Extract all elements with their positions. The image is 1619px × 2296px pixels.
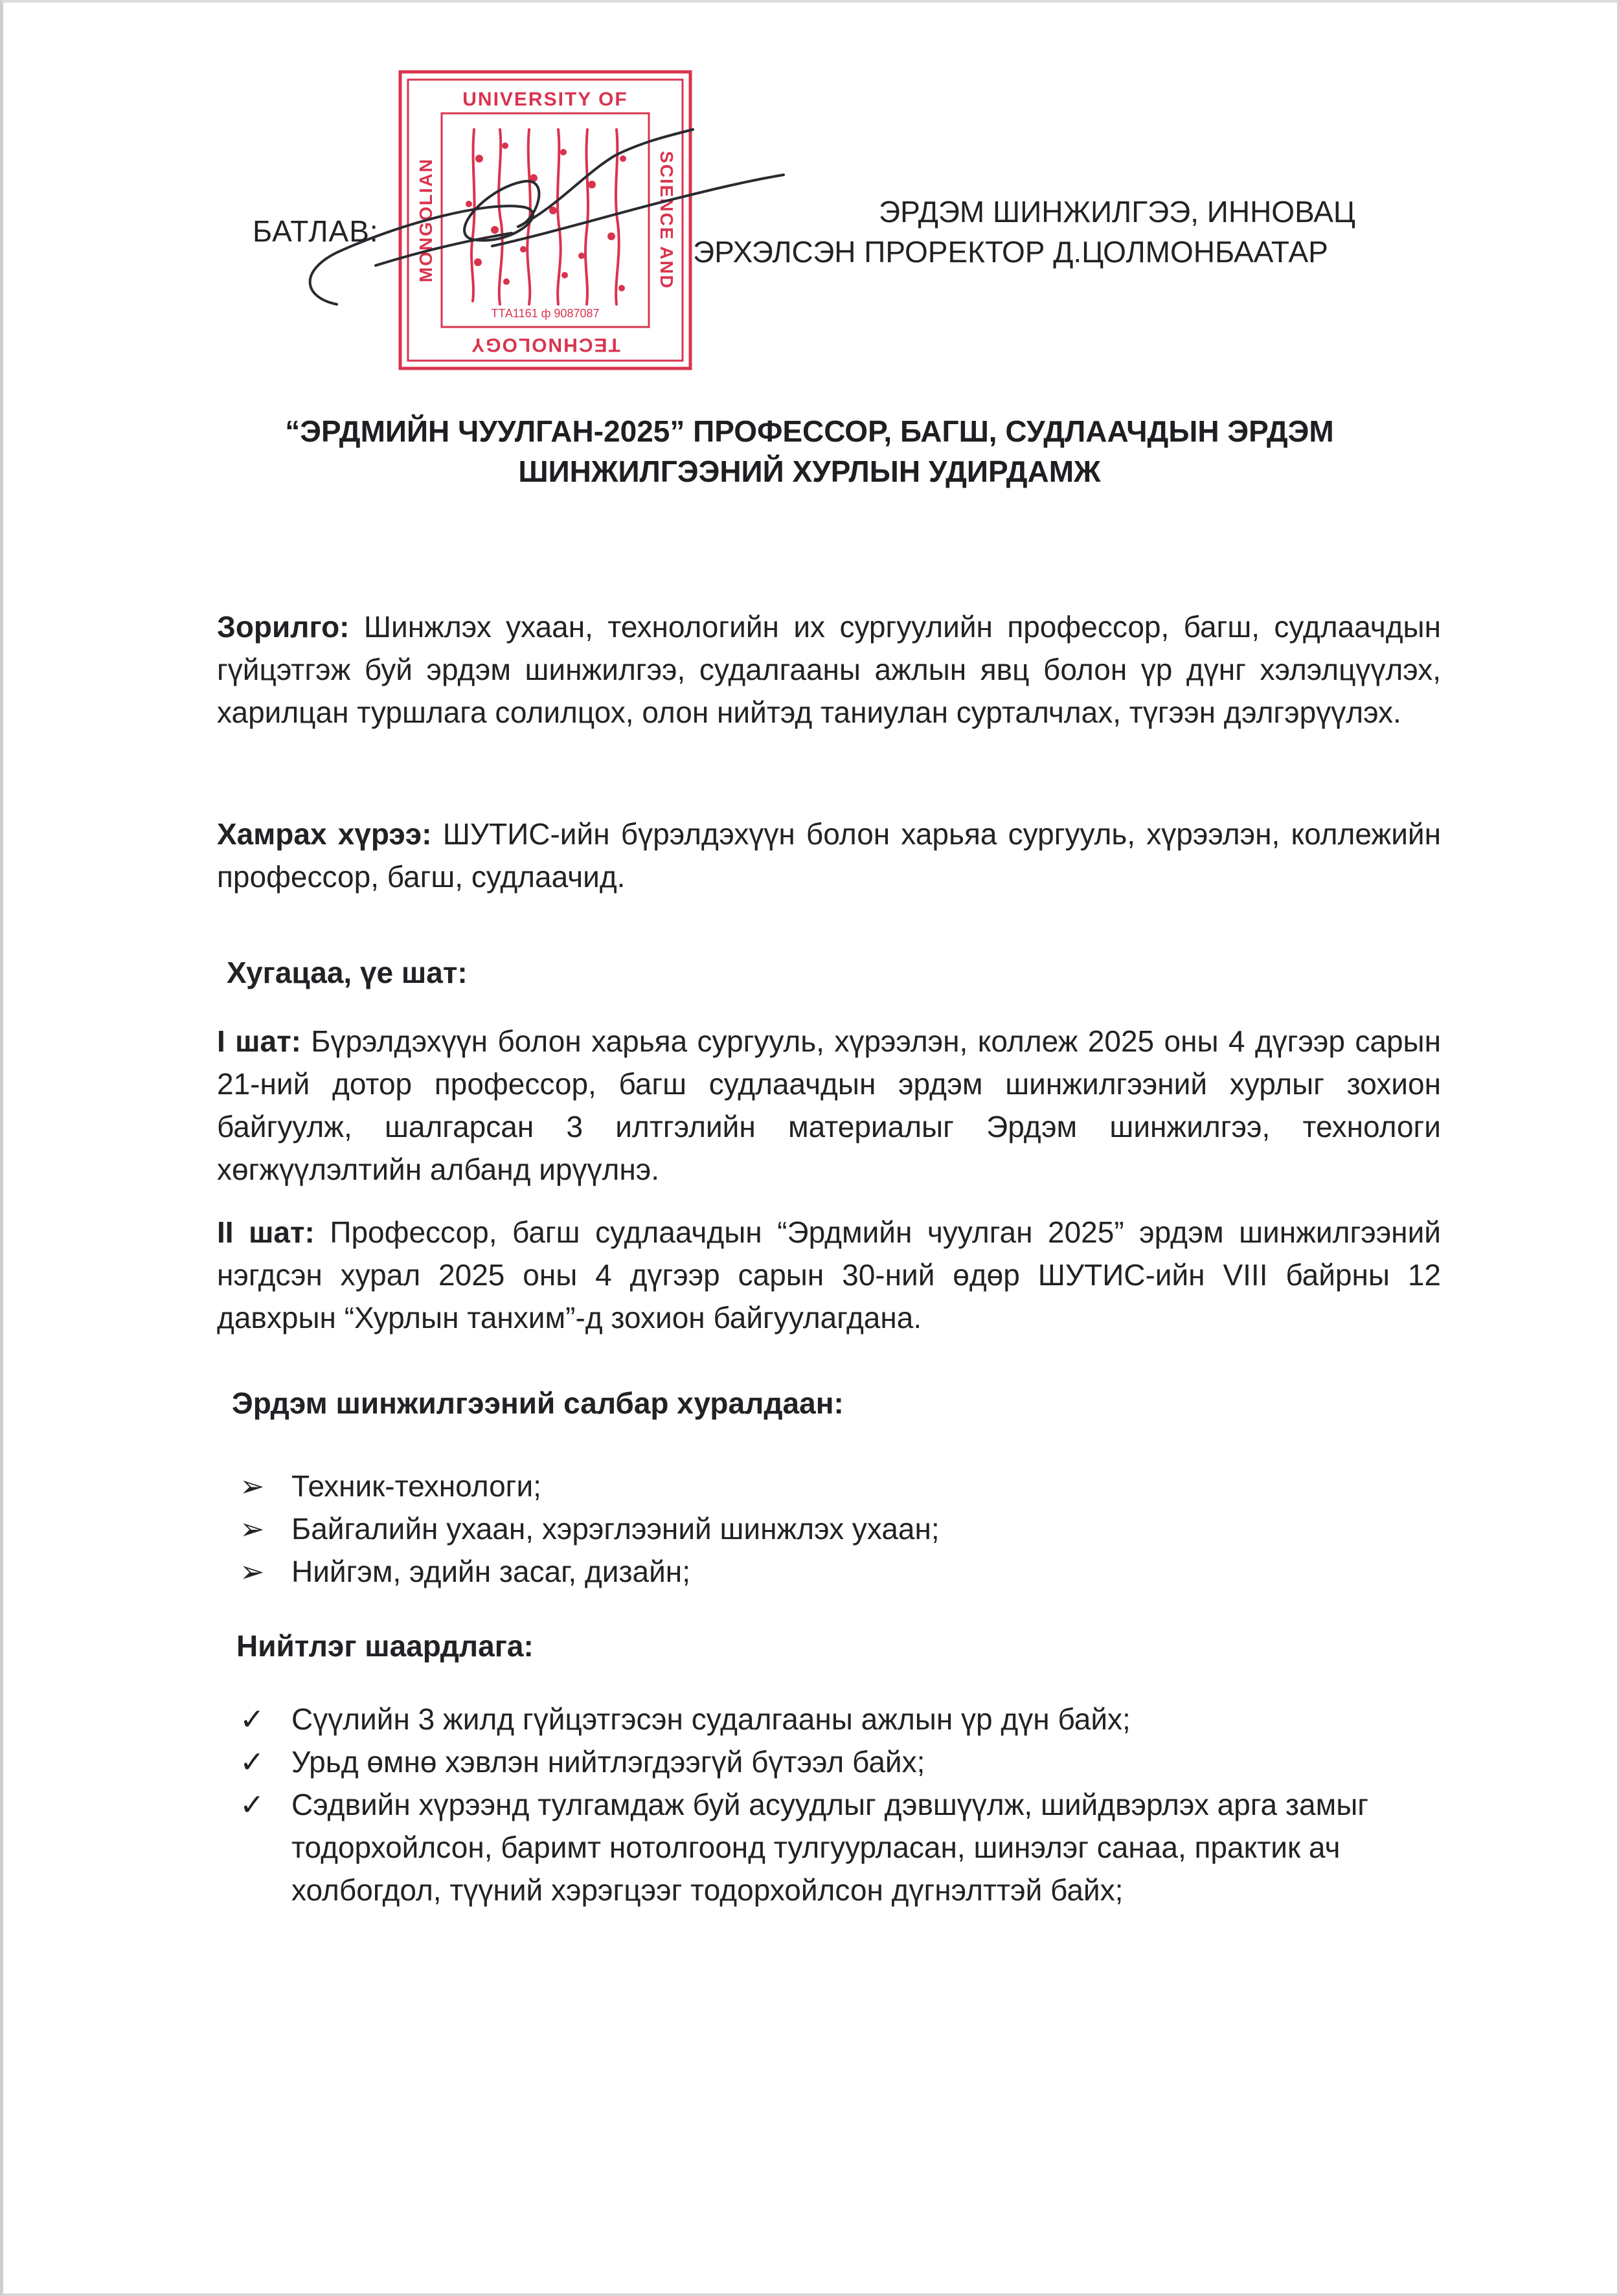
list-item <box>240 1507 1438 1550</box>
stage1-paragraph <box>217 1020 1441 1191</box>
stage2-label: II шат: <box>217 1215 315 1249</box>
checkmark-bullet-icon: ✓ <box>240 1702 265 1736</box>
requirements-list <box>240 1698 1438 1911</box>
scope-paragraph <box>217 813 1441 898</box>
checkmark-bullet-icon: ✓ <box>240 1788 265 1821</box>
list-item <box>240 1550 1438 1593</box>
scope-text: ШУТИС-ийн бүрэлдэхүүн болон харьяа сургууль, хүрээлэн, коллежийн профессор, багш, судлаачид. <box>217 817 1441 894</box>
approver-line-2: ЭРХЭЛСЭН ПРОРЕКТОР Д.ЦОЛМОНБААТАР <box>693 235 1328 269</box>
arrow-bullet-icon: ➢ <box>240 1469 265 1503</box>
goal-paragraph <box>217 605 1441 734</box>
requirement-item-label: Сэдвийн хүрээнд тулгамдаж буй асуудлыг дэвшүүлж, шийдвэрлэх арга замыг тодорхойлсон, баримт нотолгоонд тулгуурласан, шинэлэг санаа, практик ач холбогдол, түүний хэрэгцээг тодорхойлсон дүгнэлттэй байх; <box>291 1788 1369 1907</box>
stamp-top-text: UNIVERSITY OF <box>462 89 628 110</box>
arrow-bullet-icon: ➢ <box>240 1555 265 1588</box>
title-line-2: ШИНЖИЛГЭЭНИЙ ХУРЛЫН УДИРДАМЖ <box>518 455 1101 488</box>
list-item <box>240 1783 1438 1911</box>
stamp-right-text: SCIENCE AND <box>657 151 677 289</box>
requirement-item-label: Урьд өмнө хэвлэн нийтлэгдээгүй бүтээл байх; <box>291 1745 925 1779</box>
section-item-label: Нийгэм, эдийн засаг, дизайн; <box>291 1555 690 1588</box>
list-item <box>240 1465 1438 1507</box>
list-item <box>240 1740 1438 1783</box>
sections-heading: Эрдэм шинжилгээний салбар хуралдаан: <box>232 1386 844 1420</box>
stage2-paragraph <box>217 1211 1441 1339</box>
sections-list <box>240 1465 1438 1593</box>
stamp-bottom-text: TECHNOLOGY <box>470 334 620 355</box>
approver-line-1: ЭРДЭМ ШИНЖИЛГЭЭ, ИННОВАЦ <box>879 195 1355 229</box>
stamp-code: ТТА1161 ф 9087087 <box>491 307 600 320</box>
stamp-left-text: MONGOLIAN <box>416 157 436 283</box>
scope-label: Хамрах хүрээ: <box>217 817 432 851</box>
arrow-bullet-icon: ➢ <box>240 1512 265 1546</box>
requirements-heading: Нийтлэг шаардлага: <box>236 1629 534 1663</box>
document-title <box>194 411 1425 491</box>
section-item-label: Техник-технологи; <box>291 1469 541 1503</box>
requirement-item-label: Сүүлийн 3 жилд гүйцэтгэсэн судалгааны ажлын үр дүн байх; <box>291 1702 1131 1736</box>
approver-block <box>686 192 1451 272</box>
approval-label: БАТЛАВ: <box>253 214 379 248</box>
stage2-text: Профессор, багш судлаачдын “Эрдмийн чуулган 2025” эрдэм шинжилгээний нэгдсэн хурал 2025 оны 4 дүгээр сарын 30-ний өдөр ШУТИС-ийн VIII байрны 12 давхрын “Хурлын танхим”-д зохион байгуулагдана. <box>217 1215 1441 1334</box>
stage1-text: Бүрэлдэхүүн болон харьяа сургууль, хүрээлэн, коллеж 2025 оны 4 дүгээр сарын 21-ний дотор профессор, багш судлаачдын эрдэм шинжилгээний хурлыг зохион байгуулж, шалгарсан 3 илтгэлийн материалыг Эрдэм шинжилгээ, технологи хөгжүүлэлтийн албанд ирүүлнэ. <box>217 1024 1441 1186</box>
goal-text: Шинжлэх ухаан, технологийн их сургуулийн профессор, багш, судлаачдын гүйцэтгэж буй эрдэм шинжилгээ, судалгааны ажлын явц болон үр дүнг хэлэлцүүлэх, харилцан туршлага солилцох, олон нийтэд таниулан сурталчлах, түгээн дэлгэрүүлэх. <box>217 610 1441 729</box>
timeline-heading: Хугацаа, үе шат: <box>227 956 468 989</box>
stage1-label: I шат: <box>217 1024 301 1058</box>
section-item-label: Байгалийн ухаан, хэрэглээний шинжлэх ухаан; <box>291 1512 940 1546</box>
title-line-1: “ЭРДМИЙН ЧУУЛГАН-2025” ПРОФЕССОР, БАГШ, СУДЛААЧДЫН ЭРДЭМ <box>285 414 1334 448</box>
goal-label: Зорилго: <box>217 610 350 644</box>
list-item <box>240 1698 1438 1740</box>
checkmark-bullet-icon: ✓ <box>240 1745 265 1779</box>
